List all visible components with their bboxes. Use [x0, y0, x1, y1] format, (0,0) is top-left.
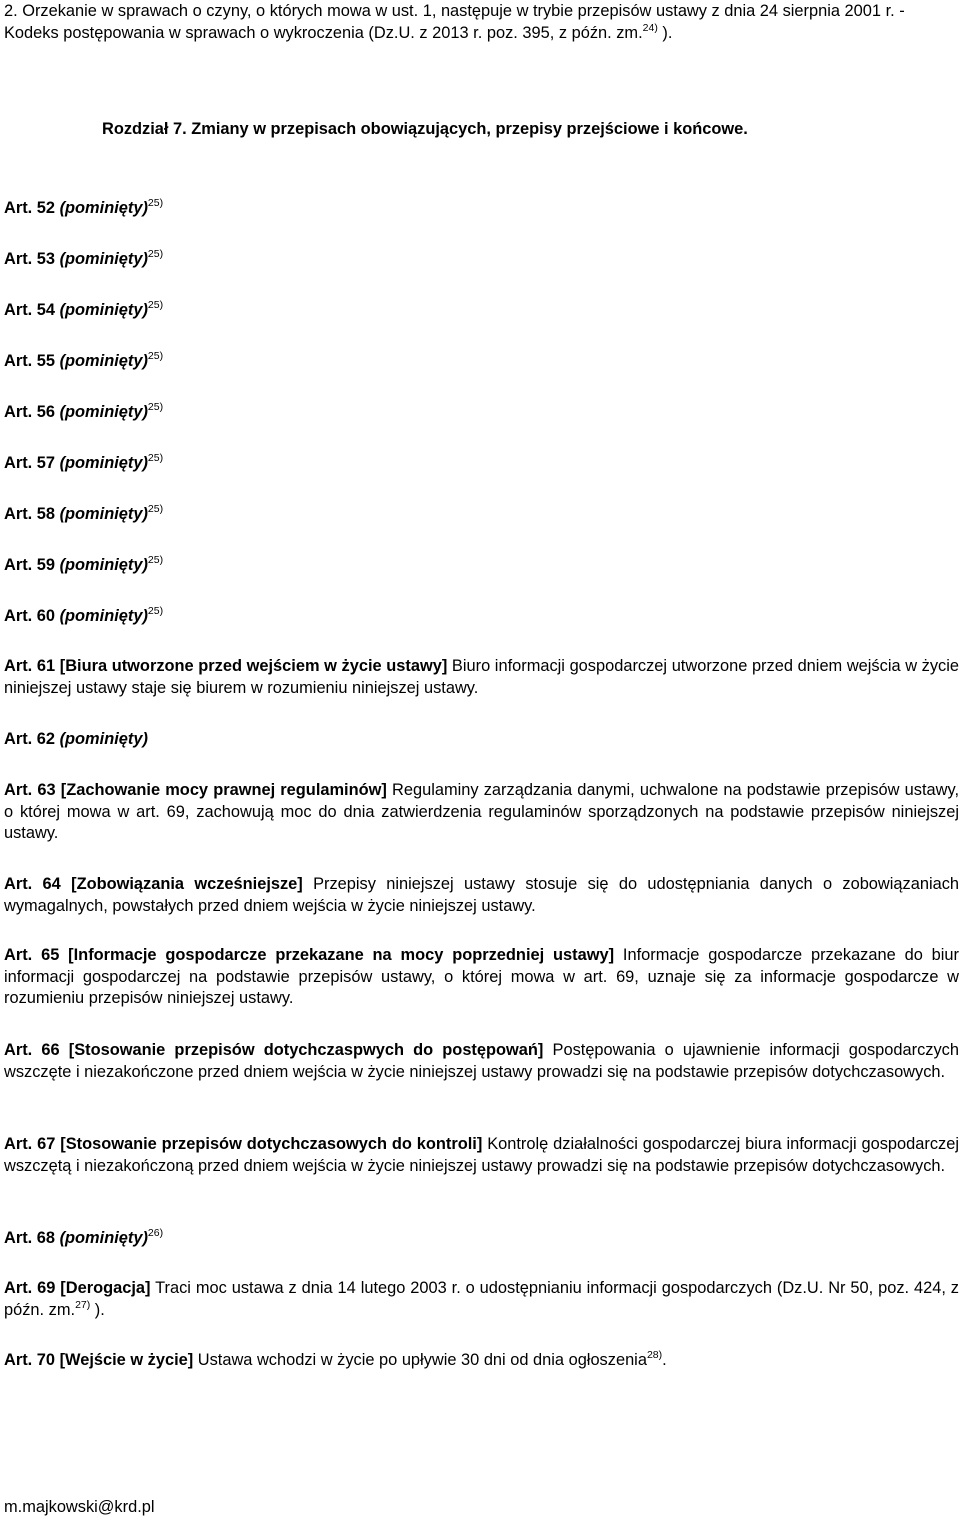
article-61 — [4, 656, 959, 699]
article-text: Biuro informacji gospodarczej utworzone przed dniem wejścia w życie niniejszej ustawy staje się biurem w rozumieniu niniejszej ustawy. — [4, 657, 960, 697]
omitted-label: (pominięty) — [59, 199, 148, 217]
footnote-marker: 25) — [147, 503, 164, 515]
article-text-end: ). — [90, 1300, 105, 1319]
article-number: Art. 59 — [4, 556, 56, 574]
footnote-marker: 25) — [147, 605, 164, 617]
article-number: Art. 53 — [4, 250, 56, 268]
article-text: Ustawa wchodzi w życie po upływie 30 dni od dnia ogłoszenia — [197, 1351, 647, 1369]
footnote-marker: 25) — [147, 401, 164, 413]
omitted-label: (pominięty) — [59, 556, 148, 574]
article-number: Art. 62 — [4, 730, 56, 748]
article-title: [Zobowiązania wcześniejsze] — [71, 875, 303, 893]
article-67 — [4, 1134, 959, 1177]
omitted-label: (pominięty) — [59, 607, 148, 625]
article-number: Art. 64 — [4, 875, 61, 893]
article-title: [Wejście w życie] — [59, 1351, 194, 1369]
article-title: [Stosowanie przepisów dotychczasowych do kontroli] — [60, 1135, 483, 1153]
intro-text-end: ). — [657, 23, 673, 42]
article-number: Art. 60 — [4, 607, 56, 625]
article-number: Art. 56 — [4, 403, 56, 421]
article-68 — [4, 1228, 959, 1250]
omitted-label: (pominięty) — [59, 250, 148, 268]
footnote-marker: 25) — [147, 554, 164, 566]
article-omitted — [4, 249, 959, 271]
article-number: Art. 66 — [4, 1041, 60, 1059]
footnote-marker: 25) — [147, 350, 164, 362]
article-text: Informacje gospodarcze przekazane do biur informacji gospodarczej na podstawie przepisów ustawy, o której mowa w art. 69, uznaje się za informacje gospodarcze w rozumieniu przepisów niniejszej ustawy. — [4, 946, 959, 1007]
article-text: Przepisy niniejszej ustawy stosuje się do udostępniania danych o zobowiązaniach wymagalnych, powstałych przed dniem wejścia w życie niniejszej ustawy. — [4, 875, 960, 915]
footnote-marker: 25) — [147, 299, 164, 311]
footnote-marker: 26) — [147, 1227, 164, 1239]
article-title: [Stosowanie przepisów dotychczaspwych do postępowań] — [68, 1041, 544, 1059]
article-omitted — [4, 300, 959, 322]
article-omitted — [4, 606, 959, 628]
article-64 — [4, 874, 959, 917]
omitted-label: (pominięty) — [59, 301, 148, 319]
article-number: Art. 63 — [4, 781, 56, 799]
article-omitted — [4, 453, 959, 475]
intro-text: 2. Orzekanie w sprawach o czyny, o których mowa w ust. 1, następuje w trybie przepisów ustawy z dnia 24 sierpnia 2001 r. - Kodeks postępowania w sprawach o wykroczenia (Dz.U. z 2013 r. poz. 395, z późn. zm. — [4, 2, 905, 42]
article-text: Postępowania o ujawnienie informacji gospodarczych wszczęte i niezakończone przed dniem wejścia w życie niniejszej ustawy prowadzi się na podstawie przepisów dotychczasowych. — [4, 1041, 959, 1081]
article-omitted — [4, 198, 959, 220]
article-number: Art. 67 — [4, 1135, 56, 1153]
article-number: Art. 65 — [4, 946, 60, 964]
article-text: Traci moc ustawa z dnia 14 lutego 2003 r. o udostępnianiu informacji gospodarczych (Dz.U. Nr 50, poz. 424, z późn. zm. — [4, 1279, 960, 1319]
article-text: Regulaminy zarządzania danymi, uchwalone na podstawie przepisów ustawy, o której mowa w art. 69, zachowują moc do dnia zatwierdzenia regulaminów sporządzonych na podstawie przepisów niniejszej ustawy. — [4, 781, 960, 842]
article-number: Art. 68 — [4, 1229, 56, 1247]
intro-paragraph — [4, 1, 959, 44]
footer-email: m.majkowski@krd.pl — [4, 1498, 155, 1516]
chapter-heading: Rozdział 7. Zmiany w przepisach obowiązujących, przepisy przejściowe i końcowe. — [102, 120, 748, 138]
article-title: [Biura utworzone przed wejściem w życie ustawy] — [59, 657, 448, 675]
omitted-label: (pominięty) — [59, 352, 148, 370]
article-omitted — [4, 402, 959, 424]
footnote-marker: 28) — [646, 1349, 663, 1361]
article-69 — [4, 1278, 959, 1321]
footnote-marker: 24) — [642, 21, 658, 34]
article-number: Art. 52 — [4, 199, 56, 217]
omitted-label: (pominięty) — [59, 505, 148, 523]
footnote-marker: 25) — [147, 248, 164, 260]
article-omitted — [4, 504, 959, 526]
article-65 — [4, 945, 959, 1010]
article-62 — [4, 729, 959, 751]
article-title: [Informacje gospodarcze przekazane na mocy poprzedniej ustawy] — [68, 946, 615, 964]
article-title: [Zachowanie mocy prawnej regulaminów] — [60, 781, 387, 799]
article-number: Art. 69 — [4, 1279, 56, 1297]
article-text: Kontrolę działalności gospodarczej biura informacji gospodarczej wszczętą i niezakończoną przed dniem wejścia w życie niniejszej ustawy prowadzi się na podstawie przepisów dotychczasowych. — [4, 1135, 959, 1175]
omitted-label: (pominięty) — [59, 730, 148, 748]
footnote-marker: 25) — [147, 197, 164, 209]
footnote-marker: 25) — [147, 452, 164, 464]
article-66 — [4, 1040, 959, 1083]
article-number: Art. 61 — [4, 657, 56, 675]
omitted-label: (pominięty) — [59, 403, 148, 421]
article-text-end: . — [662, 1351, 667, 1369]
article-number: Art. 54 — [4, 301, 56, 319]
article-number: Art. 57 — [4, 454, 56, 472]
article-omitted — [4, 351, 959, 373]
article-title: [Derogacja] — [60, 1279, 151, 1297]
article-omitted — [4, 555, 959, 577]
article-number: Art. 55 — [4, 352, 56, 370]
footnote-marker: 27) — [75, 1298, 91, 1311]
article-number: Art. 70 — [4, 1351, 56, 1369]
omitted-label: (pominięty) — [59, 1229, 148, 1247]
article-63 — [4, 780, 959, 845]
omitted-label: (pominięty) — [59, 454, 148, 472]
article-70 — [4, 1350, 959, 1372]
article-number: Art. 58 — [4, 505, 56, 523]
